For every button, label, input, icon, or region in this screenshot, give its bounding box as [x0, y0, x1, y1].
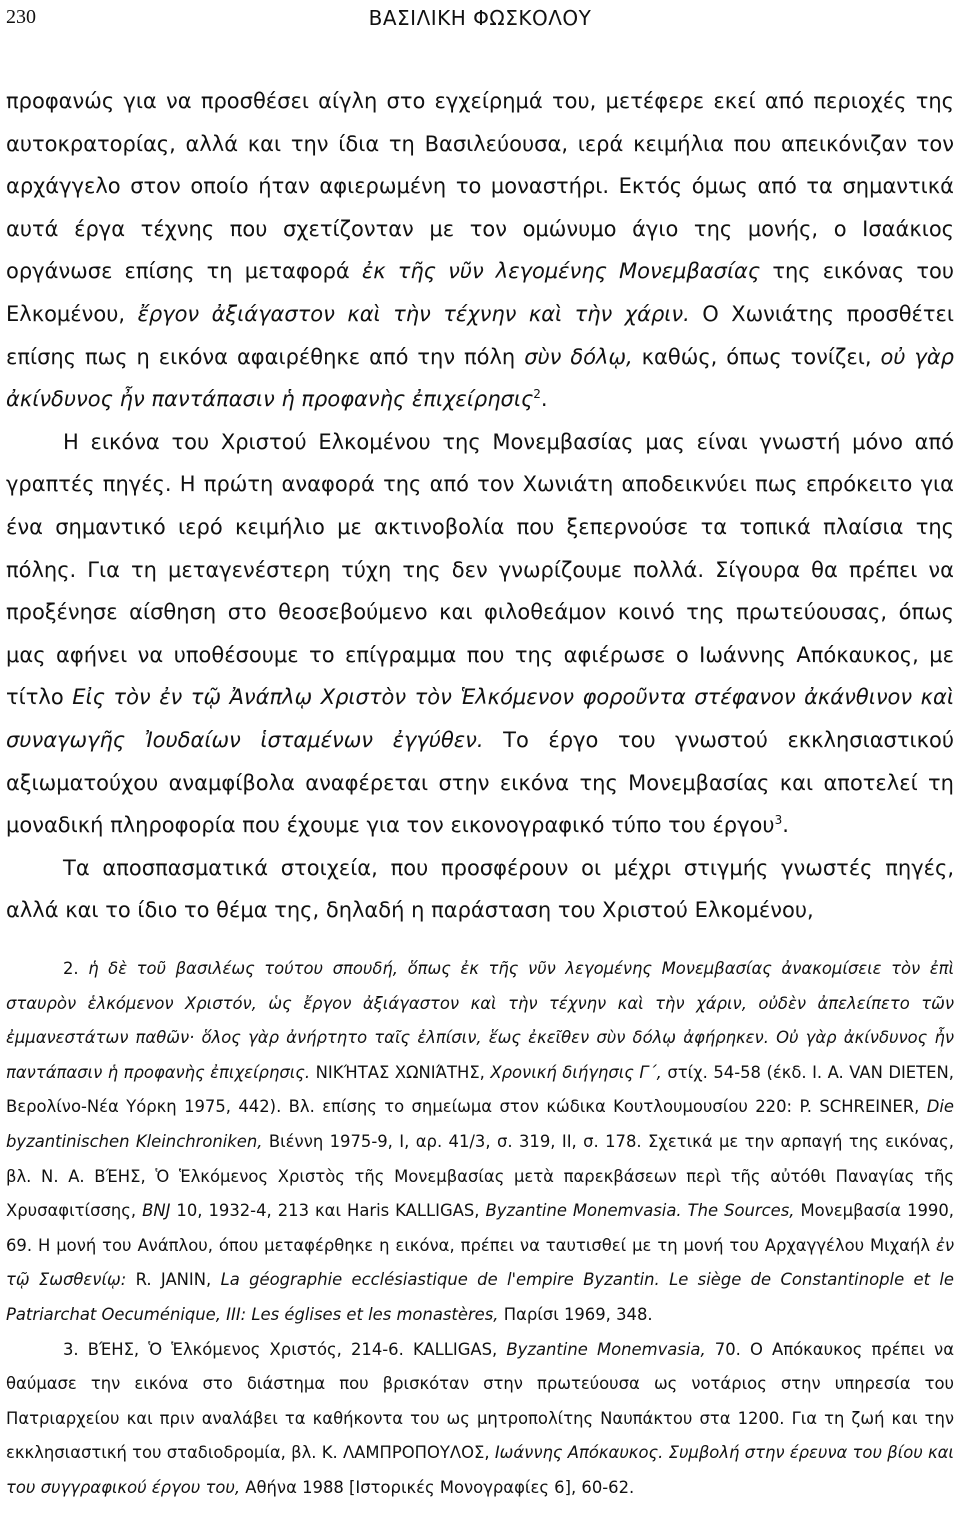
paragraph-1: [6, 80, 954, 421]
text-run: 3. ΒΈΗΣ, Ὁ Ἑλκόμενος Χριστός, 214-6. KALLIGAS,: [63, 1339, 507, 1359]
text-run: Αθήνα 1988 [Ιστορικές Μονογραφίες 6], 60-62.: [240, 1477, 635, 1497]
running-head: ΒΑΣΙΛΙΚΗ ΦΩΣΚΟΛΟΥ: [368, 6, 592, 30]
work-title: BNJ: [142, 1201, 171, 1221]
greek-quote: σὺν δόλῳ,: [524, 344, 633, 369]
page-header: [0, 4, 960, 34]
footnote-ref-2[interactable]: 2: [533, 387, 541, 402]
greek-quote: οὐ γὰρ ἀκίνδυνος ἦν παντάπασιν ἡ προφανὴς ἐπιχείρησις: [6, 344, 954, 412]
epigram-title: Εἰς τὸν ἐν τῷ Ἀνάπλῳ Χριστὸν τὸν Ἑλκόμενον φοροῦντα στέφανον ἀκάνθινον καὶ συναγωγῆς Ἰουδαίων ἱσταμένων ἐγγύθεν.: [6, 685, 954, 752]
greek-quote: ἡ δὲ τοῦ βασιλέως τούτου σπουδή, ὅπως ἐκ τῆς νῦν λεγομένης Μονεμβασίας ἀνακομίσειε τὸν ἐπὶ σταυρὸν ἑλκόμενον Χριστόν, ὡς ἔργον ἀξιάγαστον καὶ τὴν τέχνην καὶ τὴν χάριν, οὐδὲν ἀπελείπετο τῶν ἐμμανεστάτων παθῶν· ὅλος γὰρ ἀνήρτητο ταῖς ἐλπίσιν, ἕως ἐκεῖθεν σὺν δόλῳ ἀφήρηκεν. Οὐ γὰρ ἀκίνδυνος ἦν παντάπασιν ἡ προφανὴς ἐπιχείρησις.: [6, 959, 954, 1082]
footnotes: [6, 952, 954, 1506]
work-title: La géographie ecclésiastique de l'empire Byzantin. Le siège de Constantinople et le Patriarchat Oecuménique, III: Les églises et les monastères,: [6, 1270, 954, 1324]
paragraph-2: [6, 421, 954, 847]
text-run: 10, 1932-4, 213 και Haris KALLIGAS,: [170, 1201, 486, 1221]
text-run: Βιέννη 1975-9, I, αρ. 41/3, σ. 319, II, σ. 178. Σχετικά με την αρπαγή της εικόνας, βλ. Ν. Α. ΒΈΗΣ, Ὁ Ἑλκόμενος Χριστὸς τῆς Μονεμβασίας μετὰ παρεκβάσεων περὶ τῆς αὐτόθι Παναγίας τῆς Χρυσαφιτίσσης,: [6, 1131, 954, 1221]
text-run: καθώς, όπως τονίζει,: [632, 344, 881, 369]
text-run: Μονεμβασία 1990, 69. Η μονή του Ανάπλου, όπου μεταφέρθηκε η εικόνα, πρέπει να ταυτισθεί με τη μονή του Αρχαγγέλου Μιχαήλ: [6, 1201, 955, 1255]
greek-quote: ἐν τῷ Σωσθενίῳ:: [6, 1235, 954, 1290]
text-run: Ο Χωνιάτης προσθέτει επίσης πως η εικόνα αφαιρέθηκε από την πόλη: [6, 301, 954, 369]
paragraph-3: [6, 847, 954, 932]
text-run: της εικόνας του Ελκομένου,: [6, 259, 955, 326]
text-run: Η εικόνα του Χριστού Ελκομένου της Μονεμβασίας μας είναι γνωστή μόνο από γραπτές πηγές. Η πρώτη αναφορά της από τον Χωνιάτη αποδεικνύει πως επρόκειτο για ένα σημαντικό ιερό κειμήλιο με ακτινοβολία που ξεπερνούσε τα τοπικά πλαίσια της πόλης. Για τη μεταγενέστερη τύχη της δεν γνωρίζουμε πολλά. Σίγουρα θα πρέπει να προξένησε αίσθηση στο θεοσεβούμενο και φιλοθεάμον κοινό της πρωτεύουσας, όπως μας αφήνει να υποθέσουμε το επίγραμμα που της αφιέρωσε ο Ιωάννης Απόκαυκος, με τίτλο: [6, 429, 954, 710]
footnote-ref-3[interactable]: 3: [774, 813, 783, 828]
text-run: 2.: [63, 959, 89, 978]
text-run: προφανώς για να προσθέσει αίγλη στο εγχείρημά του, μετέφερε εκεί από περιοχές της αυτοκρατορίας, αλλά και την ίδια τη Βασιλεύουσα, ιερά κειμήλια που απεικόνιζαν τον αρχάγγελο στον οποίο ήταν αφιερωμένη το μοναστήρι. Εκτός όμως από τα σημαντικά αυτά έργα τέχνης που σχετίζονταν με τον ομώνυμο άγιο της μονής, ο Ισαάκιος οργάνωσε επίσης τη μεταφορά: [6, 89, 954, 284]
footnote-2: [6, 952, 954, 1333]
page-number: 230: [6, 6, 36, 28]
text-run: .: [540, 387, 548, 412]
text-run: .: [782, 813, 789, 838]
work-title: Byzantine Monemvasia. The Sources,: [485, 1201, 795, 1221]
greek-quote: ἔργον ἀξιάγαστον καὶ τὴν τέχνην καὶ τὴν χάριν.: [137, 301, 690, 326]
text-run: Τα αποσπασματικά στοιχεία, που προσφέρουν οι μέχρι στιγμής γνωστές πηγές, αλλά και το ίδιο το θέμα της, δηλαδή η παράσταση του Χριστού Ελκομένου,: [6, 855, 954, 923]
work-title: Die byzantinischen Kleinchroniken,: [6, 1097, 954, 1151]
work-title: Byzantine Monemvasia,: [506, 1339, 706, 1359]
work-title: Χρονική διήγησις Γ΄,: [490, 1062, 662, 1082]
text-run: Το έργο του γνωστού εκκλησιαστικού αξιωματούχου αναμφίβολα αναφέρεται στην εικόνα της Μονεμβασίας και αποτελεί τη μοναδική πληροφορία που έχουμε για τον εικονογραφικό τύπο του έργου: [6, 727, 954, 838]
text-run: στίχ. 54-58 (έκδ. I. A. VAN DIETEN, Βερολίνο-Νέα Υόρκη 1975, 442). Βλ. επίσης το σημείωμα στον κώδικα Κουτλουμουσίου 220: P. SCHREINER,: [6, 1062, 954, 1117]
work-title: Ιωάννης Απόκαυκος. Συμβολή στην έρευνα του βίου και του συγγραφικού έργου του,: [6, 1443, 954, 1497]
text-run: ΝΙΚΉΤΑΣ ΧΩΝΙΆΤΗΣ,: [310, 1062, 491, 1082]
text-run: Παρίσι 1969, 348.: [498, 1304, 653, 1324]
main-text: [6, 80, 954, 932]
footnote-3: [6, 1333, 954, 1506]
greek-quote: ἐκ τῆς νῦν λεγομένης Μονεμβασίας: [361, 259, 761, 284]
text-run: R. JANIN,: [126, 1270, 221, 1290]
text-run: 70. Ο Απόκαυκος πρέπει να θαύμασε την εικόνα στο διάστημα που βρισκόταν στην πρωτεύουσα ως νοτάριος στην υπηρεσία του Πατριαρχείου και πριν αναλάβει τα καθήκοντα του ως μητροπολίτης Ναυπάκτου στα 1200. Για τη ζωή και την εκκλησιαστική του σταδιοδρομία, βλ. Κ. ΛΑΜΠΡΟΠΟΥΛΟΣ,: [6, 1339, 955, 1463]
